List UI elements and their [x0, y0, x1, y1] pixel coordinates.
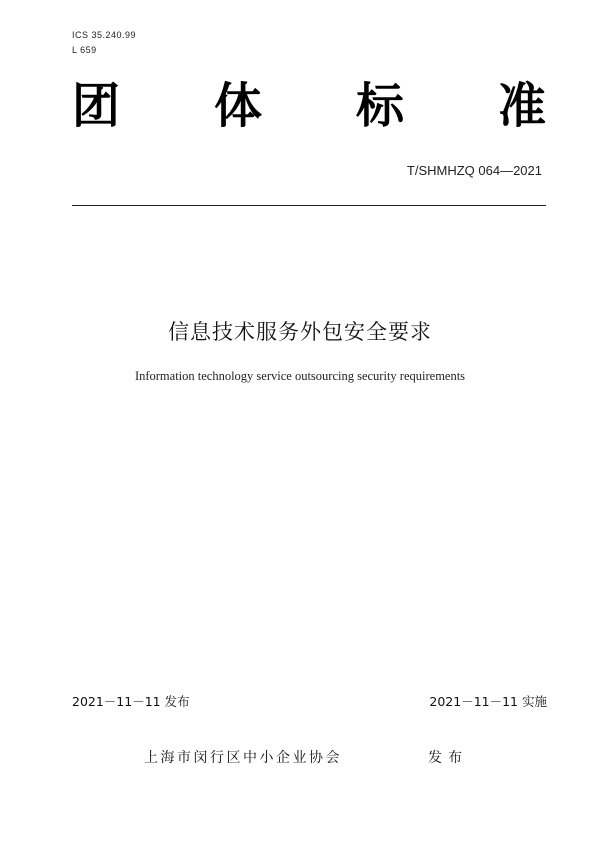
standard-number: T/SHMHZQ 064—2021 [406, 163, 542, 178]
standard-type-char: 团 [72, 78, 121, 134]
publish-date: 2021－11－11 发布 [72, 694, 190, 709]
header-divider [72, 205, 546, 206]
standard-type-char: 准 [497, 78, 546, 134]
chinese-title: 信息技术服务外包安全要求 [168, 320, 432, 344]
implement-date: 2021－11－11 实施 [429, 694, 547, 709]
publisher-name: 上海市闵行区中小企业协会 [144, 750, 342, 766]
standard-type-heading [72, 78, 546, 134]
standard-type-char: 体 [213, 78, 262, 134]
publisher-action: 发布 [428, 750, 468, 766]
standard-type-char: 标 [355, 78, 404, 134]
ics-code: ICS 35.240.99 [72, 30, 137, 40]
ccs-code: L 659 [72, 45, 97, 55]
english-title: Information technology service outsourcing security requirements [134, 369, 466, 383]
